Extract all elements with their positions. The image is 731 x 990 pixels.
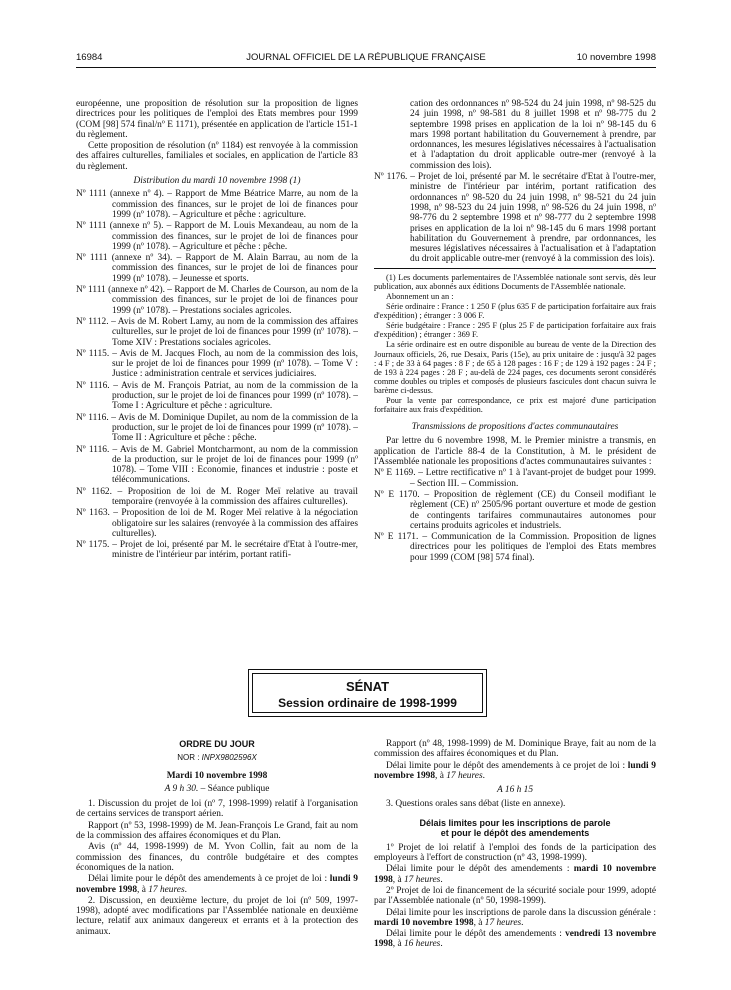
list-item: Nº 1111 (annexe nº 42). – Rapport de M. Charles de Courson, au nom de la commission des finances, sur le projet de loi de finances pour 1999 (nº 1078). – Prestations sociales agricoles. [76, 285, 358, 316]
paragraph: cation des ordonnances nº 98-524 du 24 juin 1998, nº 98-525 du 24 juin 1998, nº 98-581 du 8 juillet 1998 et nº 98-775 du 2 septembre 1998 prises en application de la loi nº 98-145 du 6 mars 1998 portant habilitation du Gouvernement à prendre, par ordonnances, les mesures législatives nécessaires à l'actualisation et à l'adaptation du droit applicable outre-mer (renvoyé à la commission des lois). [410, 99, 656, 171]
deadline-date: lundi 9 novembre 1998 [76, 874, 358, 895]
deadline-line [374, 908, 656, 929]
time-rest: – Séance publique [198, 783, 270, 794]
deadline-text: Délai limite pour le dépôt des amendements : [386, 864, 574, 875]
deadline-hour: 17 heures [403, 874, 441, 885]
list-item: Nº 1115. – Avis de M. Jacques Floch, au nom de la commission des lois, sur le projet de loi de finances pour 1999 (nº 1078). – Tome V : Justice : administration centrale et services judiciaires. [76, 348, 358, 380]
paragraph: Par lettre du 6 novembre 1998, M. le Premier ministre a transmis, en application de l'article 88-4 de la Constitution, à M. le président de l'Assemblée nationale les propositions d'actes communautaires suivantes : [374, 436, 656, 468]
deadline-sep: , à [392, 874, 404, 885]
list-item: Nº 1176. – Projet de loi, présenté par M. le secrétaire d'Etat à l'outre-mer, ministre de l'intérieur par intérim, portant ratification des ordonnances nº 98-520 du 24 juin 1998, nº 98-521 du 24 juin 1998, nº 98-523 du 24 juin 1998, nº 98-526 du 24 juin 1998, nº 98-776 du 2 septembre 1998 et nº 98-777 du 2 septembre 1998 prises en application de la loi nº 98-145 du 6 mars 1998 portant habilitation du Gouvernement à prendre, par ordonnances, les mesures législatives nécessaires à l'actualisation et à l'adaptation du droit applicable outre-mer (renvoyé à la commission des lois). [374, 172, 656, 265]
deadline-sep: , à [392, 939, 404, 950]
deadline-line [76, 874, 358, 895]
list-item: Nº 1163. – Proposition de loi de M. Roger Meï relative à la négociation obligatoire sur les salaires (renvoyée à la commission des affaires culturelles). [76, 508, 358, 539]
deadline-end: . [482, 770, 485, 781]
list-item: Nº 1116. – Avis de M. François Patriat, au nom de la commission de la production, sur le projet de loi de finances pour 1999 (nº 1078). – Tome I : Agriculture et pêche : agriculture. [76, 380, 358, 412]
right-bottom-column [374, 739, 656, 951]
left-top-column [76, 99, 358, 562]
deadline-date: mardi 10 novembre 1998 [374, 917, 474, 928]
senat-banner [248, 669, 487, 717]
deadline-end: . [184, 884, 187, 895]
footnote: Série budgétaire : France : 295 F (plus 25 F de participation forfaitaire aux frais d'expédition) ; étranger : 369 F. [374, 321, 656, 340]
deadline-date: lundi 9 novembre 1998 [374, 760, 656, 781]
senat-title: SÉNAT [345, 679, 390, 694]
nor-value: INPX9802596X [201, 753, 257, 763]
agenda-item: 3. Questions orales sans débat (liste en annexe). [386, 799, 566, 810]
list-item: Nº 1112. – Avis de M. Robert Lamy, au nom de la commission des affaires culturelles, sur le projet de loi de finances pour 1999 (nº 1078). – Tome XIV : Prestations sociales agricoles. [76, 316, 358, 348]
deadline-text: Délai limite pour le dépôt des amendements à ce projet de loi : [88, 874, 330, 885]
deadline-line [374, 864, 656, 885]
journal-title: JOURNAL OFFICIEL DE LA RÉPUBLIQUE FRANÇAISE [246, 52, 486, 63]
list-item: Nº 1175. – Projet de loi, présenté par M. le secrétaire d'Etat à l'outre-mer, ministre de l'intérieur par intérim, portant ratifi- [76, 540, 358, 561]
deadline-end: . [440, 874, 443, 885]
list-item: Nº 1116. – Avis de M. Dominique Dupilet, au nom de la commission de la production, sur le projet de loi de finances pour 1999 (nº 1078). – Tome II : Agriculture et pêche : pêche. [76, 412, 358, 444]
deadline-end: . [521, 917, 524, 928]
deadline-hour: 17 heures [148, 884, 185, 895]
right-top-column [374, 99, 656, 564]
agenda-item: 2. Discussion, en deuxième lecture, du projet de loi (nº 509, 1997-1998), adopté avec modifications par l'Assemblée nationale en deuxième lecture, relatif aux animaux dangereux et errants et à la protection des animaux. [76, 895, 358, 937]
list-item: Nº E 1169. – Lettre rectificative nº 1 à l'avant-projet de budget pour 1999. – Section III. – Commission. [374, 468, 656, 489]
deadline-sep: , à [435, 770, 447, 781]
footnote: Abonnement un an : [386, 291, 454, 301]
deadline-hour: 17 heures [446, 770, 483, 781]
list-item: Nº 1111 (annexe nº 4). – Rapport de Mme Béatrice Marre, au nom de la commission des finances, sur le projet de loi de finances pour 1999 (nº 1078). – Agriculture et pêche : agriculture. [76, 189, 358, 220]
transmissions-title: Transmissions de propositions d'actes communautaires [411, 422, 619, 433]
deadline-line [374, 761, 656, 782]
paragraph: 2º Projet de loi de financement de la sécurité sociale pour 1999, adopté par l'Assemblée nationale (nº 50, 1998-1999). [374, 885, 656, 907]
senat-banner-inner [252, 673, 483, 713]
paragraph: Rapport (nº 48, 1998-1999) de M. Dominique Braye, fait au nom de la commission des affaires économiques et du Plan. [374, 739, 656, 760]
header-rule [76, 67, 656, 68]
deadline-date: vendredi 13 novembre 1998 [374, 929, 656, 950]
ordre-du-jour-title: ORDRE DU JOUR [179, 739, 255, 749]
deadline-date: mardi 10 novembre 1998 [374, 864, 656, 885]
list-item: Nº 1111 (annexe nº 5). – Rapport de M. Louis Mexandeau, au nom de la commission des finances, sur le projet de loi de finances pour 1999 (nº 1078). – Agriculture et pêche : pêche. [76, 221, 358, 252]
deadline-text: Délai limite pour les inscriptions de parole dans la discussion générale : [386, 907, 656, 918]
left-bottom-column [76, 739, 358, 938]
page-number: 16984 [76, 52, 103, 63]
paragraph: Rapport (nº 53, 1998-1999) de M. Jean-François Le Grand, fait au nom de la commission des affaires économiques et du Plan. [76, 820, 358, 842]
list-item: Nº 1116. – Avis de M. Gabriel Montcharmont, au nom de la commission de la production, sur le projet de loi de finances pour 1999 (nº 1078). – Tome VIII : Economie, finances et industrie : poste et télécommunications. [76, 444, 358, 486]
deadline-hour: 17 heures [484, 917, 522, 928]
list-item: Nº 1162. – Proposition de loi de M. Roger Meï relative au travail temporaire (renvoyée à la commission des affaires culturelles). [76, 486, 358, 507]
footnote: La série ordinaire est en outre disponible au bureau de vente de la Direction des Journaux officiels, 26, rue Desaix, Paris (15e), au prix unitaire de : jusqu'à 32 pages : 4 F ; de 33 à 64 pages : 8 F ; de 65 à 128 pages : 16 F ; de 129 à 192 pages : 24 F ; de 193 à 224 pages : 28 F ; au-delà de 224 pages, ces documents seront considérés comme doubles ou triples et composés de plusieurs fascicules dont chacun suivra le barème ci-dessus. [374, 340, 656, 395]
footnote: Pour la vente par correspondance, ce prix est majoré d'une participation forfaitaire aux frais d'expédition. [374, 395, 656, 415]
paragraph: Cette proposition de résolution (nº 1184) est renvoyée à la commission des affaires culturelles, familiales et sociales, en application de l'article 83 du règlement. [76, 141, 358, 172]
footnote: Série ordinaire : France : 1 250 F (plus 635 F de participation forfaitaire aux frais d'expédition) ; étranger : 3 006 F. [374, 302, 656, 321]
list-item: Nº E 1171. – Communication de la Commission. Proposition de lignes directrices pour les politiques de l'emploi des Etats membres pour 1999 (COM [98] 574 final). [374, 532, 656, 563]
paragraph: 1º Projet de loi relatif à l'emploi des fonds de la participation des employeurs à l'effort de construction (nº 43, 1998-1999). [374, 842, 656, 864]
senat-subtitle: Session ordinaire de 1998-1999 [278, 696, 457, 710]
issue-date: 10 novembre 1998 [576, 52, 656, 63]
deadline-text: Délai limite pour le dépôt des amendements à ce projet de loi : [386, 760, 628, 771]
page-header [76, 52, 656, 66]
delais-title-line1: Délais limites pour les inscriptions de parole [419, 817, 611, 828]
delais-title-line2: et pour le dépôt des amendements [440, 827, 590, 838]
nor-label: NOR : [177, 753, 202, 763]
footnote: (1) Les documents parlementaires de l'Assemblée nationale sont servis, dès leur publication, aux abonnés aux éditions Documents de l'Assemblée nationale. [374, 272, 656, 291]
footnote-rule [374, 268, 656, 269]
agenda-item: 1. Discussion du projet de loi (nº 7, 1998-1999) relatif à l'organisation de certains services de transport aérien. [76, 799, 358, 820]
deadline-sep: , à [137, 884, 149, 895]
list-item: Nº 1111 (annexe nº 34). – Rapport de M. Alain Barrau, au nom de la commission des finances, sur le projet de loi de finances pour 1999 (nº 1078). – Jeunesse et sports. [76, 253, 358, 284]
time-heading [76, 784, 358, 794]
paragraph: Avis (nº 44, 1998-1999) de M. Yvon Collin, fait au nom de la commission des finances, du contrôle budgétaire et des comptes économiques de la nation. [76, 842, 358, 873]
distribution-title: Distribution du mardi 10 novembre 1998 (1) [133, 176, 301, 187]
deadline-hour: 16 heures [403, 939, 441, 950]
nor-line [76, 753, 358, 763]
list-item: Nº E 1170. – Proposition de règlement (CE) du Conseil modifiant le règlement (CE) nº 2505/96 portant ouverture et mode de gestion de contingents tarifaires communautaires autonomes pour certains produits agricoles et industriels. [374, 489, 656, 531]
time-value: A 9 h 30. [164, 783, 199, 794]
deadline-text: Délai limite pour le dépôt des amendements : [386, 929, 566, 940]
deadline-sep: , à [473, 917, 485, 928]
deadline-end: . [440, 939, 443, 950]
date-title: Mardi 10 novembre 1998 [166, 770, 268, 781]
time-heading: A 16 h 15 [496, 785, 534, 796]
paragraph: européenne, une proposition de résolution sur la proposition de lignes directrices pour les politiques de l'emploi des Etats membres pour 1999 (COM [98] 574 final/nº E 1171), présentée en application de l'article 151-1 du règlement. [76, 99, 358, 140]
deadline-line [374, 929, 656, 950]
